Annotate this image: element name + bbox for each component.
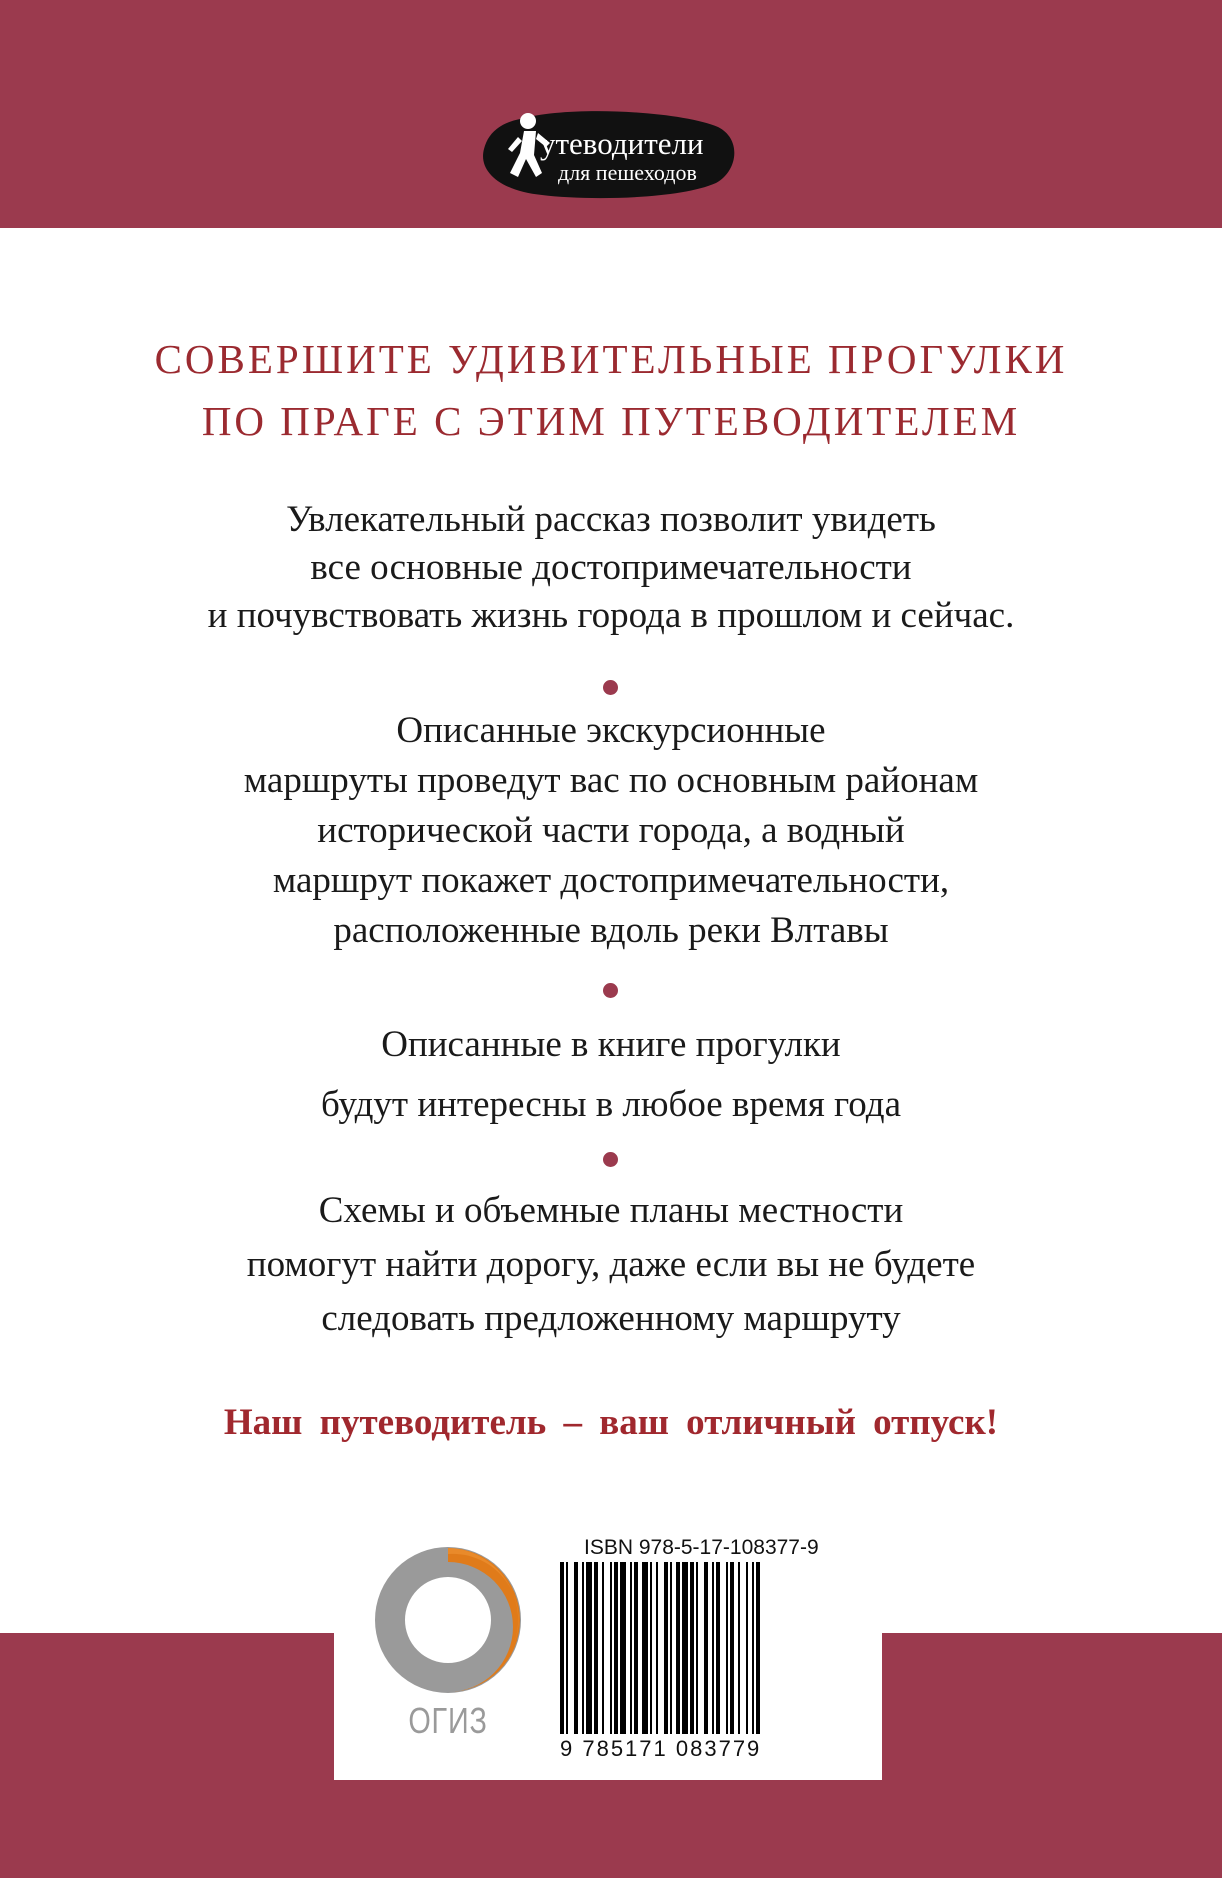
- isbn-text: ISBN 978-5-17-108377-9: [584, 1536, 819, 1559]
- barcode-bar: [704, 1562, 708, 1734]
- barcode-bar: [676, 1562, 680, 1734]
- barcode-bar: [594, 1562, 598, 1734]
- bullet-separator: [603, 1152, 618, 1167]
- paragraph-line: маршрут покажет достопримечательности,: [272, 860, 950, 901]
- barcode-bar: [582, 1562, 584, 1734]
- barcode-digits: 9 785171 083779: [560, 1736, 762, 1761]
- barcode-bar: [752, 1562, 754, 1734]
- paragraph-line: Описанные в книге прогулки: [381, 1024, 841, 1065]
- barcode-bar: [630, 1562, 632, 1734]
- barcode-bars: [560, 1562, 840, 1734]
- paragraph-line: Описанные экскурсионные: [396, 710, 826, 751]
- publisher-name: ОГИЗ: [408, 1700, 488, 1741]
- barcode-bar: [670, 1562, 672, 1734]
- series-title: утеводители: [540, 126, 704, 161]
- paragraph-line: Схемы и объемные планы местности: [318, 1190, 904, 1231]
- headline-line-2: ПО ПРАГЕ С ЭТИМ ПУТЕВОДИТЕЛЕМ: [201, 398, 1021, 444]
- headline: [0, 328, 1222, 452]
- barcode-bar: [610, 1562, 612, 1734]
- headline-line-1: СОВЕРШИТЕ УДИВИТЕЛЬНЫЕ ПРОГУЛКИ: [154, 336, 1068, 382]
- barcode-bar: [634, 1562, 638, 1734]
- barcode-bar: [574, 1562, 578, 1734]
- publisher-logo: [368, 1540, 538, 1760]
- bullet-separator: [603, 983, 618, 998]
- barcode-bar: [690, 1562, 694, 1734]
- paragraph-line: и почувствовать жизнь города в прошлом и сейчас.: [207, 595, 1015, 636]
- barcode-bar: [730, 1562, 734, 1734]
- paragraph-line: помогут найти дорогу, даже если вы не будете: [246, 1244, 976, 1285]
- paragraph-2: [0, 706, 1222, 956]
- barcode-bar: [620, 1562, 626, 1734]
- paragraph-3: [0, 1015, 1222, 1135]
- barcode-bar: [696, 1562, 698, 1734]
- barcode-bar: [746, 1562, 748, 1734]
- paragraph-line: будут интересны в любое время года: [321, 1084, 901, 1125]
- paragraph-line: расположенные вдоль реки Влтавы: [333, 910, 889, 951]
- barcode: [560, 1536, 870, 1768]
- barcode-bar: [650, 1562, 652, 1734]
- paragraph-line: следовать предложенному маршруту: [321, 1298, 901, 1339]
- barcode-bar: [738, 1562, 740, 1734]
- barcode-bar: [756, 1562, 760, 1734]
- paragraph-line: маршруты проведут вас по основным районам: [243, 760, 979, 801]
- barcode-bar: [614, 1562, 618, 1734]
- bullet-separator: [603, 680, 618, 695]
- series-subtitle: для пешеходов: [558, 160, 697, 185]
- barcode-bar: [586, 1562, 592, 1734]
- slogan: Наш путеводитель – ваш отличный отпуск!: [223, 1402, 999, 1443]
- barcode-bar: [682, 1562, 688, 1734]
- paragraph-4: [0, 1184, 1222, 1346]
- barcode-bar: [560, 1562, 564, 1734]
- barcode-bar: [726, 1562, 728, 1734]
- barcode-bar: [602, 1562, 604, 1734]
- barcode-bar: [664, 1562, 668, 1734]
- barcode-bar: [656, 1562, 658, 1734]
- series-logo: [480, 109, 738, 199]
- barcode-bar: [566, 1562, 568, 1734]
- paragraph-line: Увлекательный рассказ позволит увидеть: [286, 499, 936, 540]
- barcode-bar: [716, 1562, 720, 1734]
- ring-logo-icon: [368, 1540, 528, 1700]
- paragraph-line: все основные достопримечательности: [310, 547, 912, 588]
- paragraph-line: исторической части города, а водный: [317, 810, 905, 851]
- paragraph-1: [0, 496, 1222, 640]
- barcode-bar: [642, 1562, 648, 1734]
- barcode-bar: [712, 1562, 714, 1734]
